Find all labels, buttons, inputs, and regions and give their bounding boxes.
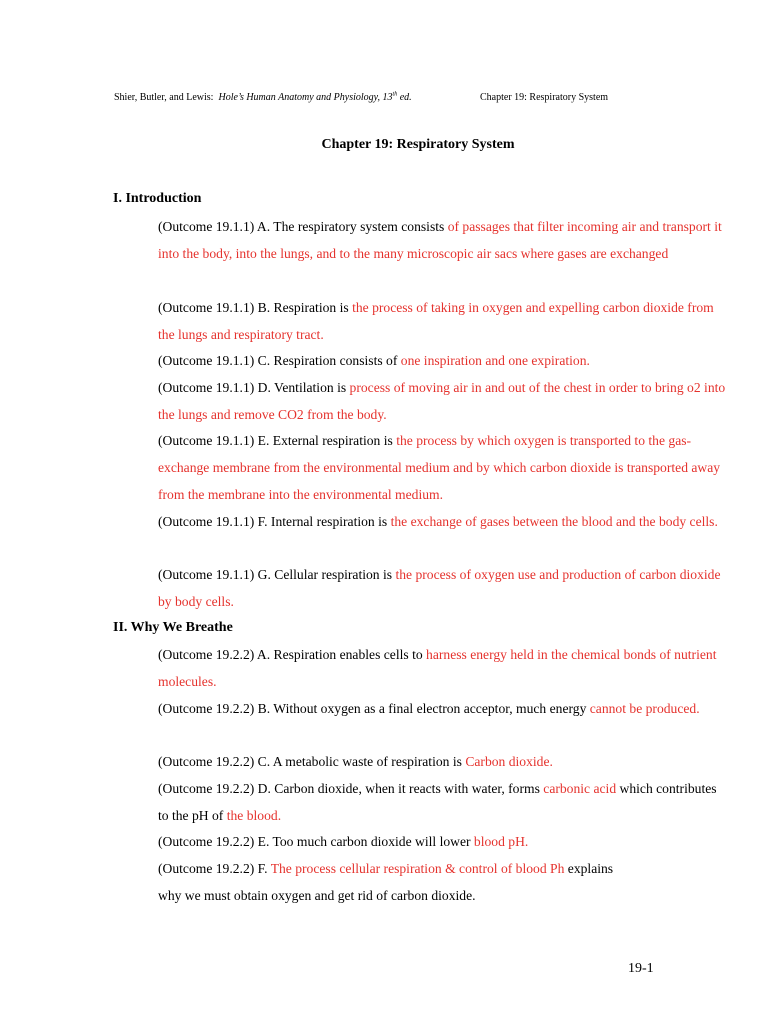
answer-text: of passages that filter incoming air and transport it into the body, into the lungs, and to the many microscopic air sacs where gases are exchanged <box>158 219 722 261</box>
answer-text: one inspiration and one expiration. <box>400 353 590 368</box>
header-edition-sup: th <box>392 91 398 98</box>
page-number: 19-1 <box>628 961 654 976</box>
outcome-item: (Outcome 19.2.2) D. Carbon dioxide, when it reacts with water, forms carbonic acid which contributes to the pH of the blood. <box>158 781 717 823</box>
outcome-item: (Outcome 19.1.1) B. Respiration is the process of taking in oxygen and expelling carbon dioxide from the lungs and respiratory tract. <box>158 300 714 342</box>
section-heading-why-we-breathe: II. Why We Breathe <box>113 620 233 635</box>
outcome-item: (Outcome 19.1.1) F. Internal respiration is the exchange of gases between the blood and the body cells. <box>158 514 718 529</box>
outcome-item: (Outcome 19.2.2) F. The process cellular respiration & control of blood Ph explains why we must obtain oxygen and get rid of carbon dioxide. <box>158 861 614 903</box>
outcome-item: (Outcome 19.1.1) C. Respiration consists of one inspiration and one expiration. <box>158 353 590 368</box>
answer-text: the process of oxygen use and production of carbon dioxide by body cells. <box>158 567 721 609</box>
answer-text: harness energy held in the chemical bonds of nutrient molecules. <box>158 647 717 689</box>
running-header <box>114 92 634 108</box>
outcome-item: (Outcome 19.1.1) G. Cellular respiration is the process of oxygen use and production of carbon dioxide by body cells. <box>158 567 721 609</box>
page-title: Chapter 19: Respiratory System <box>321 137 515 152</box>
outcome-item: (Outcome 19.1.1) E. External respiration is the process by which oxygen is transported to the gas-exchange membrane from the environmental medium and by which carbon dioxide is transported away from the membrane into the environmental medium. <box>158 433 721 502</box>
header-chapter: Chapter 19: Respiratory System <box>480 92 609 103</box>
outcome-item: (Outcome 19.1.1) A. The respiratory system consists of passages that filter incoming air and transport it into the body, into the lungs, and to the many microscopic air sacs where gases are exchanged <box>158 219 722 261</box>
answer-text: the process by which oxygen is transported to the gas-exchange membrane from the environmental medium and by which carbon dioxide is transported away from the membrane into the environmental medium. <box>158 433 721 502</box>
header-book-title: Hole’s Human Anatomy and Physiology, 13th ed. <box>218 91 412 103</box>
outcome-item: (Outcome 19.1.1) D. Ventilation is process of moving air in and out of the chest in order to bring o2 into the lungs and remove CO2 from the body. <box>158 380 726 422</box>
answer-text: the blood. <box>226 807 282 823</box>
outcome-item: (Outcome 19.2.2) E. Too much carbon dioxide will lower blood pH. <box>158 834 529 849</box>
answer-text: cannot be produced. <box>589 701 700 716</box>
outcome-item: (Outcome 19.2.2) C. A metabolic waste of respiration is Carbon dioxide. <box>158 754 553 769</box>
answer-text: the process of taking in oxygen and expelling carbon dioxide from the lungs and respiratory tract. <box>158 300 714 342</box>
answer-text: Carbon dioxide. <box>465 754 553 769</box>
section-heading-introduction: I. Introduction <box>113 191 202 206</box>
outcome-item: (Outcome 19.2.2) A. Respiration enables cells to harness energy held in the chemical bonds of nutrient molecules. <box>158 647 717 689</box>
answer-text: the exchange of gases between the blood and the body cells. <box>390 514 718 529</box>
answer-text: The process cellular respiration & control of blood Ph <box>270 861 565 876</box>
answer-text: process of moving air in and out of the chest in order to bring o2 into the lungs and remove CO2 from the body. <box>158 380 726 422</box>
answer-text: blood pH. <box>473 834 529 849</box>
outcome-item: (Outcome 19.2.2) B. Without oxygen as a final electron acceptor, much energy cannot be produced. <box>158 701 700 716</box>
header-citation <box>114 92 412 103</box>
answer-text: carbonic acid <box>543 781 617 796</box>
header-authors: Shier, Butler, and Lewis: <box>114 92 214 103</box>
